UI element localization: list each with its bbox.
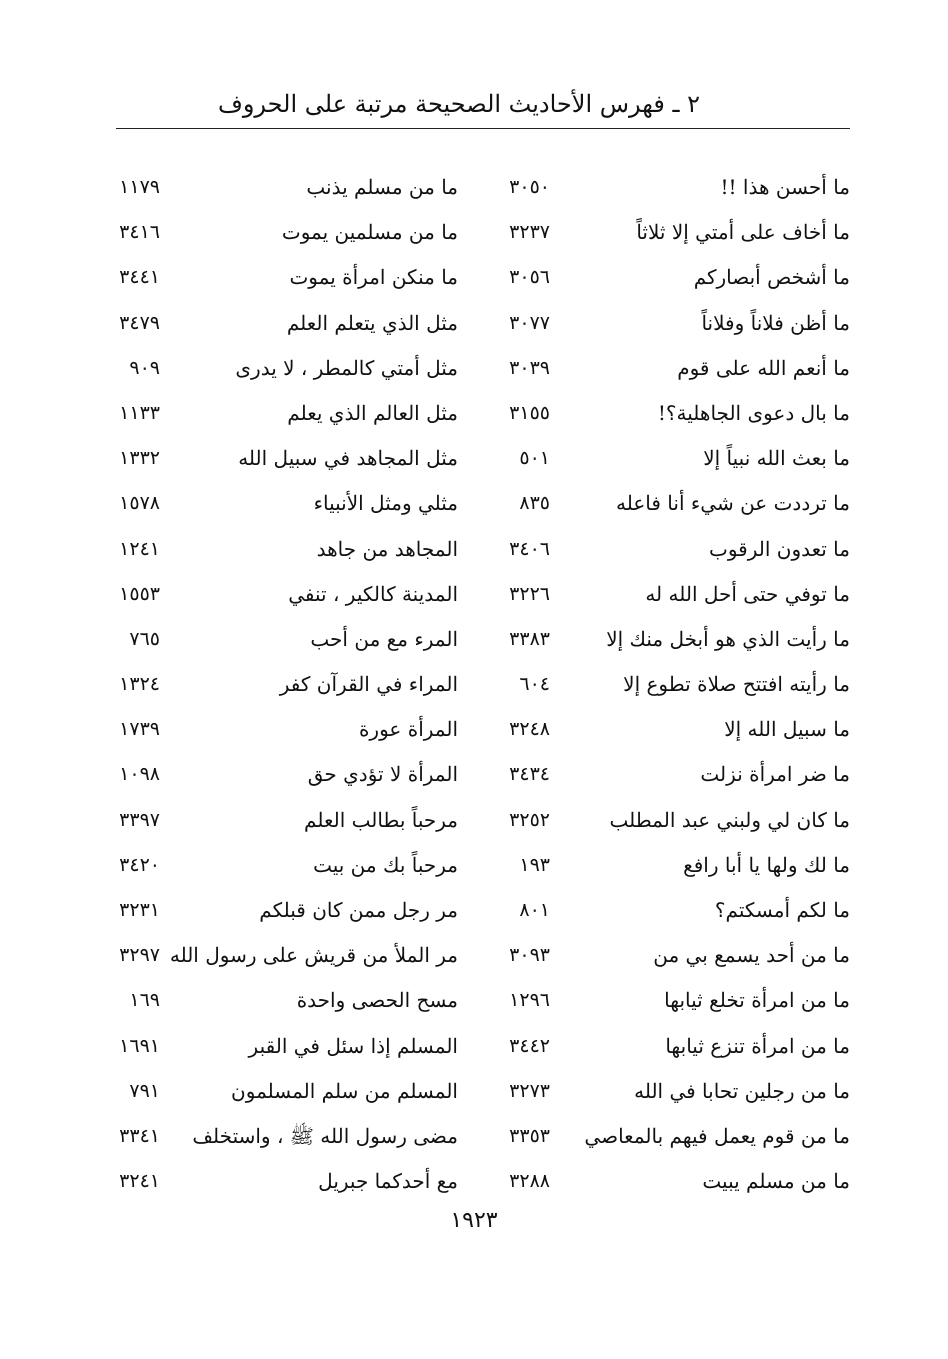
hadith-number-right: ٣٠٩٣ (509, 944, 550, 967)
hadith-text-right: ما سبيل الله إلا (724, 717, 850, 742)
hadith-text-right: ما رأيته افتتح صلاة تطوع إلا (623, 672, 850, 697)
hadith-number-right: ٣٢٥٢ (509, 808, 550, 831)
hadith-text-left: ما منكن امرأة يموت (289, 265, 458, 290)
page-header (116, 86, 850, 129)
hadith-text-right: ما ترددت عن شيء أنا فاعله (616, 491, 850, 516)
hadith-text-right: ما لكم أمسكتم؟ (714, 898, 850, 922)
hadith-text-left: مثل العالم الذي يعلم (287, 400, 458, 425)
hadith-number-right: ١٢٩٦ (509, 989, 550, 1012)
hadith-number-right: ٨٣٥ (519, 492, 550, 515)
hadith-text-right: ما رأيت الذي هو أبخل منك إلا (606, 626, 850, 651)
hadith-number-left: ٣٤١٦ (119, 221, 160, 244)
hadith-number-left: ٣٢٣١ (119, 899, 160, 921)
hadith-number-left: ١٥٥٣ (119, 582, 160, 605)
hadith-number-right: ٣٣٨٣ (509, 627, 550, 650)
table-row (96, 890, 850, 935)
hadith-number-left: ٣٣٤١ (119, 1124, 160, 1147)
hadith-text-left: مسح الحصى واحدة (296, 988, 458, 1013)
hadith-number-right: ٥٠١ (519, 447, 550, 470)
table-row (96, 619, 850, 664)
table-row (96, 1116, 850, 1161)
hadith-number-left: ٧٦٥ (129, 627, 160, 650)
hadith-number-left: ١٣٣٢ (119, 447, 160, 470)
hadith-number-right: ٣٢٢٦ (509, 582, 550, 605)
hadith-number-left: ٣٢٤١ (119, 1170, 160, 1193)
table-row (96, 1026, 850, 1071)
hadith-text-right: ما لك ولها يا أبا رافع (683, 852, 850, 877)
hadith-number-left: ١٧٣٩ (119, 718, 160, 741)
hadith-text-right: ما من امرأة تخلع ثيابها (664, 988, 850, 1013)
hadith-text-left: ما من مسلم يذنب (306, 175, 458, 199)
hadith-text-left: مثل المجاهد في سبيل الله (238, 446, 458, 471)
hadith-text-left: مثل أمتي كالمطر ، لا يدرى (235, 355, 458, 380)
hadith-number-left: ٧٩١ (129, 1079, 160, 1102)
hadith-number-right: ٣٣٥٣ (509, 1124, 550, 1147)
hadith-number-right: ٣٢٤٨ (509, 718, 550, 741)
hadith-number-right: ٣٠٥٦ (509, 266, 550, 289)
hadith-text-left: مع أحدكما جبريل (318, 1169, 458, 1194)
hadith-text-left: مضى رسول الله ﷺ ، واستخلف (192, 1123, 458, 1148)
table-row (96, 1161, 850, 1206)
hadith-text-right: ما أحسن هذا !! (720, 175, 850, 199)
hadith-text-left: مثل الذي يتعلم العلم (286, 310, 458, 335)
hadith-number-right: ٣٤٤٢ (509, 1034, 550, 1057)
hadith-text-left: المراء في القرآن كفر (279, 672, 458, 697)
hadith-number-right: ٣٢٣٧ (509, 221, 550, 244)
hadith-number-left: ١١٧٩ (119, 176, 160, 198)
hadith-text-right: ما ضر امرأة نزلت (700, 762, 850, 787)
hadith-text-right: ما من أحد يسمع بي من (653, 943, 850, 968)
hadith-text-left: المرء مع من أحب (310, 626, 458, 651)
hadith-text-right: ما أشخص أبصاركم (693, 265, 850, 290)
hadith-text-left: المرأة عورة (358, 717, 458, 742)
table-row (96, 167, 850, 212)
hadith-text-right: ما بعث الله نبياً إلا (703, 446, 850, 471)
hadith-number-left: ٣٤٢٠ (119, 853, 160, 876)
hadith-number-right: ٦٠٤ (519, 673, 550, 696)
table-row (96, 935, 850, 980)
hadith-text-left: مثلي ومثل الأنبياء (313, 491, 458, 516)
hadith-number-left: ١٦٩ (129, 989, 160, 1012)
hadith-number-right: ٣٠٣٩ (509, 356, 550, 379)
table-row (96, 483, 850, 528)
hadith-number-right: ٨٠١ (519, 899, 550, 921)
table-row (96, 1071, 850, 1116)
hadith-index-table (96, 167, 850, 1206)
hadith-text-right: ما تعدون الرقوب (709, 536, 850, 561)
hadith-text-right: ما توفي حتى أحل الله له (645, 581, 850, 606)
table-row (96, 709, 850, 754)
hadith-number-left: ٩٠٩ (129, 356, 160, 379)
hadith-text-right: ما أنعم الله على قوم (677, 355, 850, 380)
hadith-number-left: ٣٢٩٧ (119, 944, 160, 967)
hadith-text-left: المرأة لا تؤدي حق (307, 762, 458, 787)
table-row (96, 664, 850, 709)
hadith-number-left: ١١٣٣ (119, 401, 160, 424)
hadith-text-right: ما أظن فلاناً وفلاناً (701, 310, 850, 335)
hadith-number-right: ٣٢٧٣ (509, 1079, 550, 1102)
hadith-number-left: ٣٣٩٧ (119, 808, 160, 831)
table-row (96, 303, 850, 348)
hadith-text-left: مرحباً بطالب العلم (304, 807, 458, 832)
hadith-text-left: المجاهد من جاهد (316, 536, 458, 561)
hadith-text-right: ما كان لي ولبني عبد المطلب (609, 807, 850, 832)
page-number: ١٩٢٣ (450, 1208, 498, 1233)
hadith-number-right: ٣٢٨٨ (509, 1170, 550, 1193)
hadith-number-left: ١٠٩٨ (119, 763, 160, 786)
hadith-text-left: المسلم إذا سئل في القبر (248, 1033, 458, 1058)
hadith-number-left: ١٦٩١ (119, 1034, 160, 1057)
hadith-number-right: ٣٠٧٧ (509, 311, 550, 334)
hadith-text-right: ما من مسلم يبيت (702, 1169, 850, 1194)
table-row (96, 980, 850, 1025)
hadith-text-left: مرحباً بك من بيت (313, 852, 458, 877)
hadith-number-right: ١٩٣ (519, 853, 550, 876)
hadith-number-left: ٣٤٧٩ (119, 311, 160, 334)
table-row (96, 800, 850, 845)
hadith-text-left: المدينة كالكير ، تنفي (288, 581, 458, 606)
table-row (96, 574, 850, 619)
hadith-number-left: ١٣٢٤ (119, 673, 160, 696)
table-row (96, 845, 850, 890)
table-row (96, 393, 850, 438)
table-row (96, 257, 850, 302)
table-row (96, 529, 850, 574)
hadith-number-left: ١٥٧٨ (119, 492, 160, 515)
hadith-text-left: المسلم من سلم المسلمون (231, 1078, 458, 1103)
hadith-text-right: ما أخاف على أمتي إلا ثلاثاً (636, 220, 850, 245)
table-row (96, 348, 850, 393)
table-row (96, 438, 850, 483)
hadith-text-left: مر رجل ممن كان قبلكم (259, 898, 458, 922)
hadith-text-right: ما من قوم يعمل فيهم بالمعاصي (584, 1123, 850, 1148)
hadith-number-left: ١٢٤١ (119, 537, 160, 560)
page-title: ٢ ـ فهرس الأحاديث الصحيحة مرتبة على الحروف (217, 90, 700, 118)
hadith-number-right: ٣٤٣٤ (509, 763, 550, 786)
hadith-number-right: ٣١٥٥ (509, 401, 550, 424)
table-row (96, 754, 850, 799)
table-row (96, 212, 850, 257)
hadith-number-right: ٣٤٠٦ (509, 537, 550, 560)
hadith-text-left: مر الملأ من قريش على رسول الله (169, 943, 458, 968)
hadith-text-right: ما من رجلين تحابا في الله (634, 1078, 850, 1103)
hadith-text-left: ما من مسلمين يموت (281, 220, 458, 245)
hadith-number-right: ٣٠٥٠ (509, 176, 550, 198)
hadith-text-right: ما من امرأة تنزع ثيابها (665, 1033, 850, 1058)
hadith-number-left: ٣٤٤١ (119, 266, 160, 289)
hadith-text-right: ما بال دعوى الجاهلية؟! (657, 400, 850, 425)
